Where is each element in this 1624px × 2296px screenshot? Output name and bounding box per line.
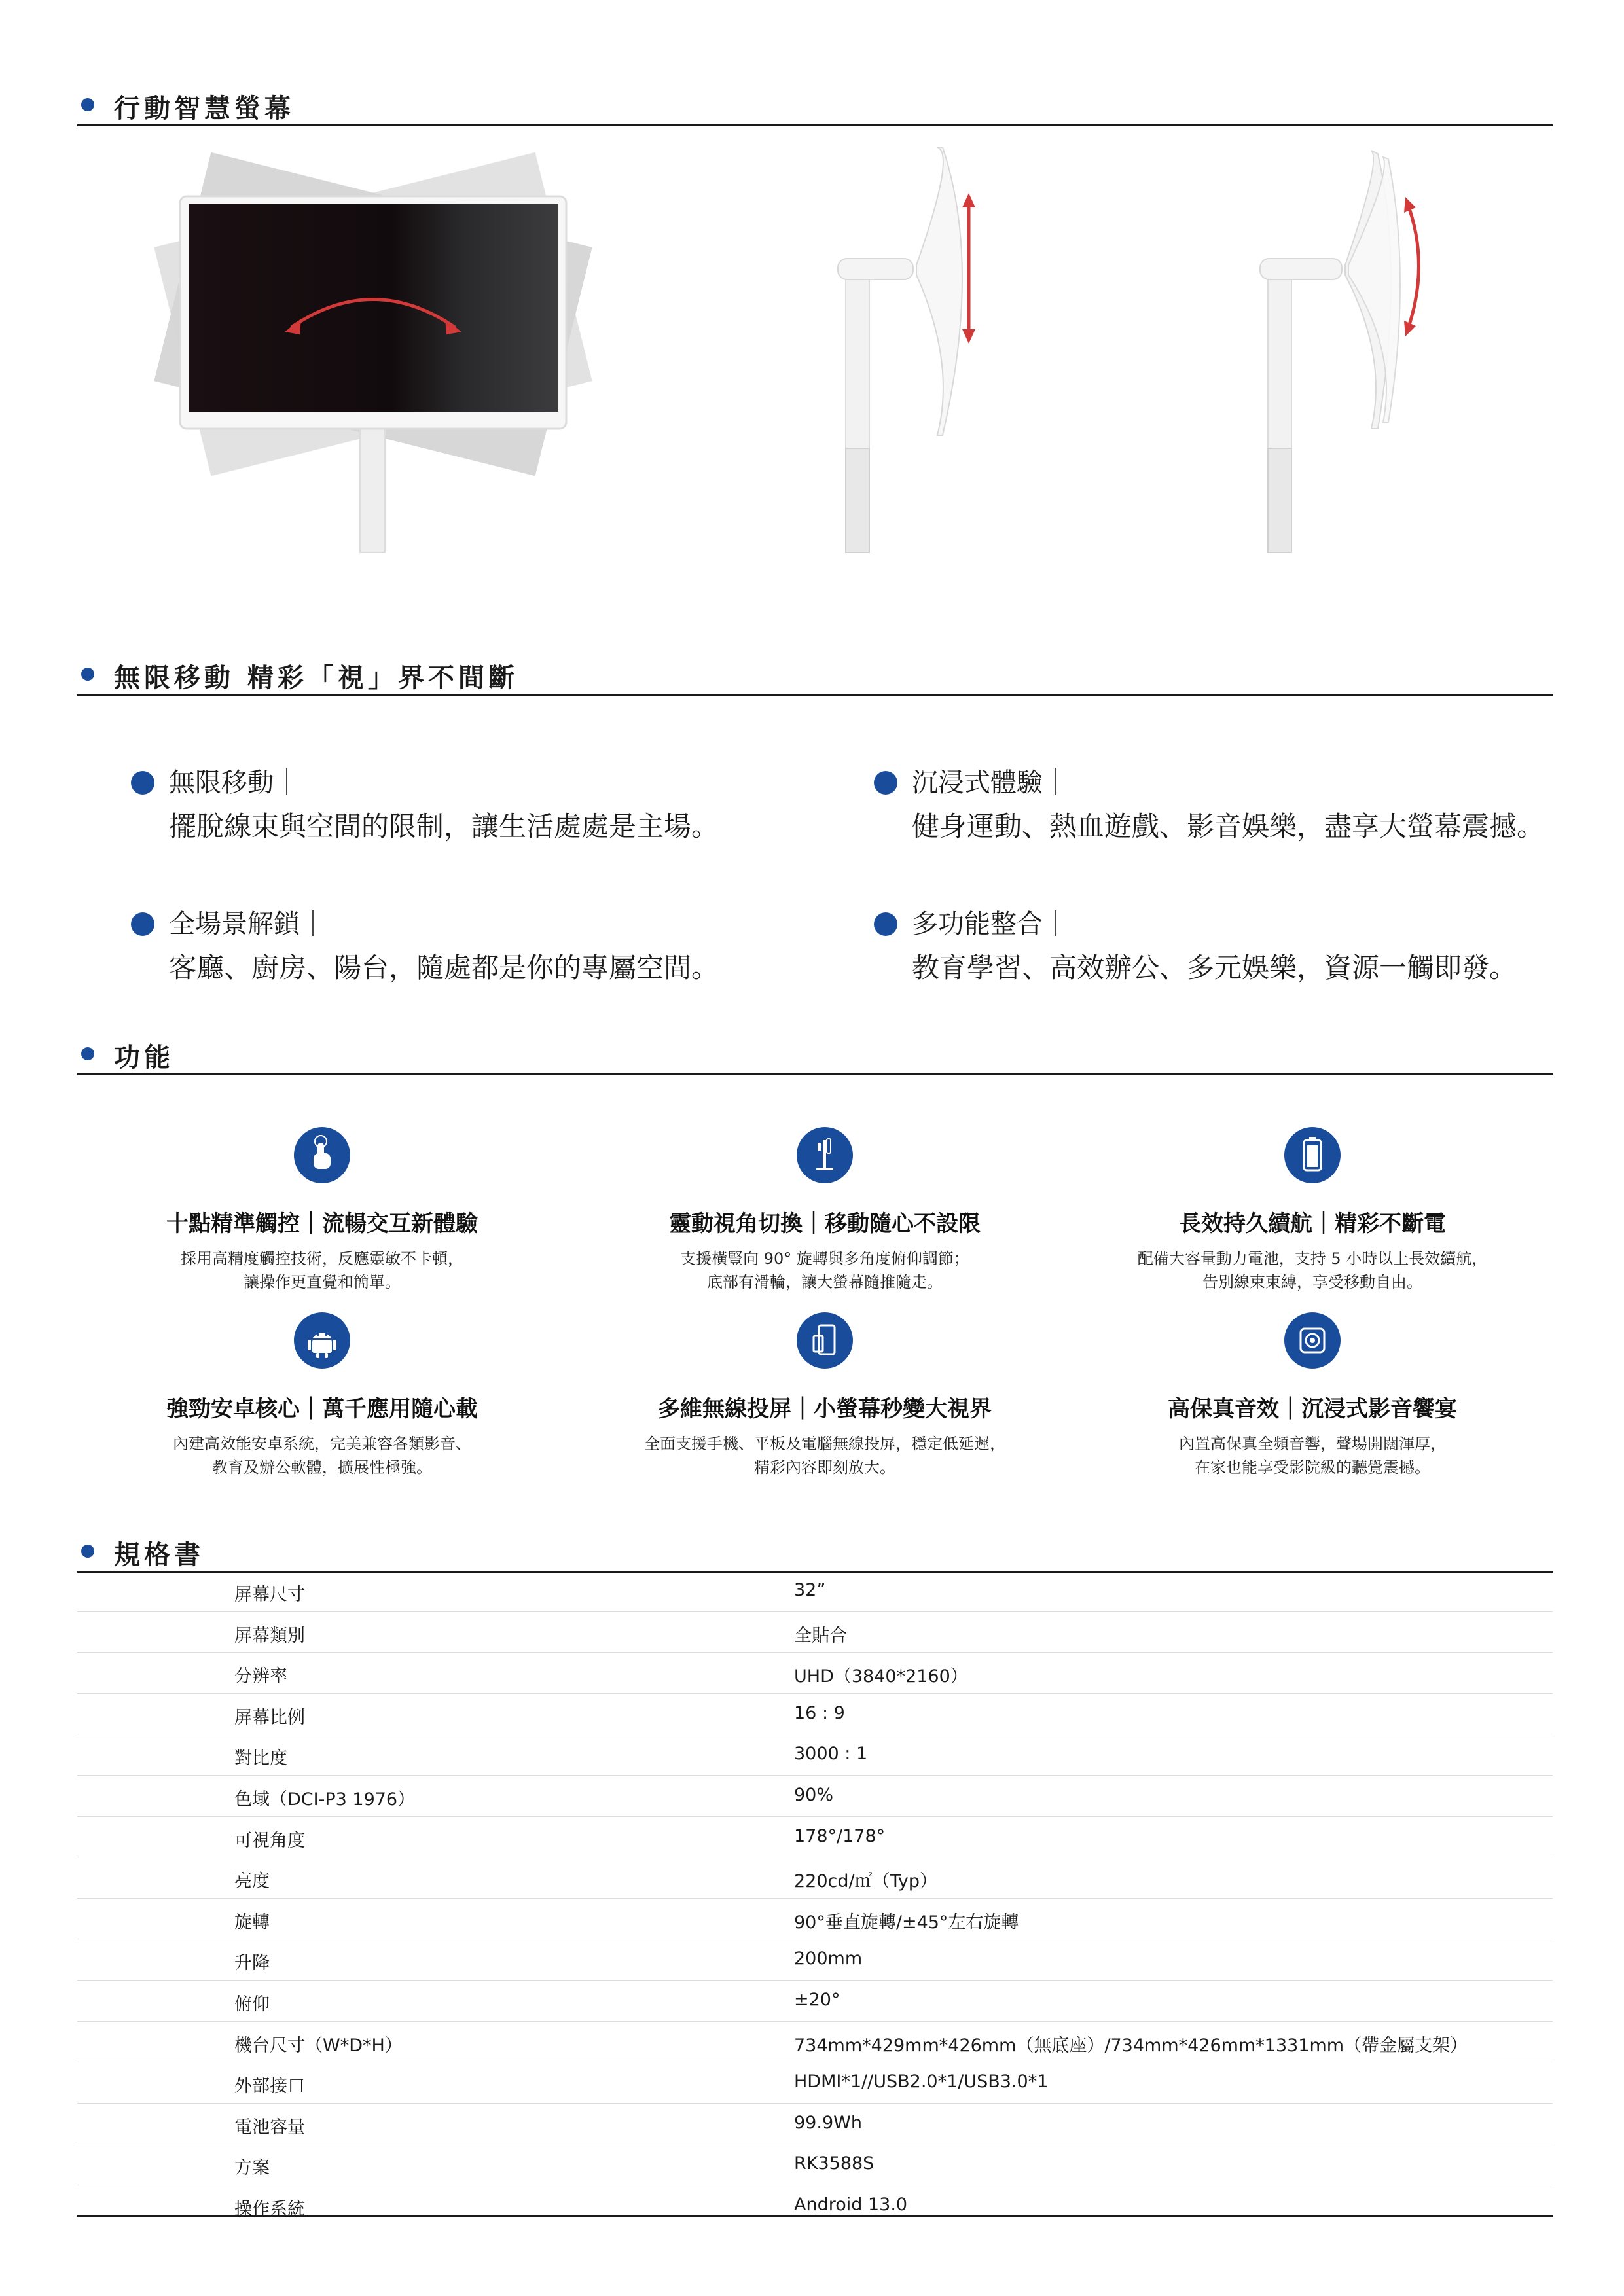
stand-icon	[797, 1127, 853, 1183]
spec-value: RK3588S	[794, 2153, 875, 2174]
spec-value: 90%	[794, 1784, 834, 1805]
function-card	[576, 1312, 1074, 1479]
feature-desc: 健身運動、熱血遊戲、影音娛樂，盡享大螢幕震撼。	[912, 810, 1545, 842]
spec-row	[77, 1981, 1553, 2022]
section-header-spec	[77, 1524, 1553, 1573]
spec-row	[77, 2104, 1553, 2145]
spec-key: 分辨率	[234, 1666, 287, 1687]
spec-value: 99.9Wh	[794, 2112, 862, 2133]
function-desc-line: 內置高保真全頻音響，聲場開闊渾厚，	[1179, 1435, 1446, 1453]
spec-value: 90°垂直旋轉/±45°左右旋轉	[794, 1912, 1019, 1933]
screen-rotation-illustration	[151, 147, 596, 553]
section-title: 無限移動 精彩「視」界不間斷	[114, 663, 518, 693]
function-desc-line: 底部有滑輪，讓大螢幕隨推隨走。	[707, 1273, 943, 1291]
spec-key: 方案	[234, 2158, 270, 2179]
spec-row	[77, 2022, 1553, 2063]
function-desc-line: 讓操作更直覺和簡單。	[244, 1273, 401, 1291]
spec-key: 電池容量	[234, 2117, 305, 2138]
speaker-icon	[1284, 1312, 1341, 1369]
spec-row	[77, 2185, 1553, 2226]
function-title: 高保真音效｜沉浸式影音饗宴	[1168, 1396, 1457, 1422]
spec-row	[77, 1653, 1553, 1694]
spec-value: HDMI*1//USB2.0*1/USB3.0*1	[794, 2072, 1049, 2092]
screencast-icon	[797, 1312, 853, 1369]
spec-row	[77, 1817, 1553, 1858]
feature-dot	[874, 912, 897, 936]
spec-row	[77, 1857, 1553, 1899]
function-desc-line: 教育及辦公軟體，擴展性極強。	[212, 1458, 432, 1477]
function-desc	[1064, 1247, 1561, 1294]
spec-value: 734mm*429mm*426mm（無底座）/734mm*426mm*1331mm（帶金屬支架）	[794, 2035, 1468, 2056]
function-desc-line: 內建高效能安卓系統，完美兼容各類影音、	[173, 1435, 471, 1453]
function-title: 十點精準觸控｜流暢交互新體驗	[166, 1211, 478, 1237]
function-title: 長效持久續航｜精彩不斷電	[1179, 1211, 1446, 1237]
spec-value: 3000 : 1	[794, 1744, 868, 1765]
spec-key: 屏幕尺寸	[234, 1585, 305, 1605]
feature-title: 沉浸式體驗｜	[912, 768, 1069, 798]
spec-key: 對比度	[234, 1748, 287, 1769]
spec-table-bottom-rule	[77, 2215, 1553, 2217]
spec-key: 可視角度	[234, 1830, 305, 1851]
function-desc	[73, 1432, 571, 1479]
section-title: 行動智慧螢幕	[114, 94, 295, 124]
feature-desc: 擺脫線束與空間的限制，讓生活處處是主場。	[169, 810, 719, 842]
bullet-dot	[81, 98, 94, 111]
function-desc-line: 支援橫豎向 90° 旋轉與多角度俯仰調節；	[680, 1249, 969, 1268]
function-desc-line: 精彩內容即刻放大。	[754, 1458, 895, 1477]
feature-title: 無限移動｜	[169, 768, 300, 798]
function-title: 多維無線投屏｜小螢幕秒變大視界	[658, 1396, 992, 1422]
height-adjust-illustration	[818, 147, 1015, 553]
function-desc-line: 採用高精度觸控技術，反應靈敏不卡頓，	[181, 1249, 463, 1268]
spec-key: 亮度	[234, 1871, 270, 1892]
function-desc	[1064, 1432, 1561, 1479]
tilt-adjust-illustration	[1240, 147, 1450, 553]
function-desc	[576, 1432, 1074, 1479]
feature-dot	[131, 771, 154, 795]
spec-value: 16 : 9	[794, 1702, 845, 1723]
spec-key: 屏幕比例	[234, 1707, 305, 1728]
spec-value: UHD（3840*2160）	[794, 1666, 968, 1687]
spec-key: 色域（DCI-P3 1976）	[234, 1789, 416, 1810]
spec-table	[77, 1571, 1553, 2226]
spec-row	[77, 1899, 1553, 1940]
section-header-product	[77, 77, 1553, 126]
spec-row	[77, 2144, 1553, 2185]
function-card	[73, 1127, 571, 1294]
feature-dot	[874, 771, 897, 795]
spec-key: 旋轉	[234, 1912, 270, 1933]
spec-row	[77, 1694, 1553, 1735]
spec-key: 屏幕類別	[234, 1625, 305, 1646]
function-desc-line: 告別線束束縛，享受移動自由。	[1202, 1273, 1422, 1291]
function-desc-line: 全面支援手機、平板及電腦無線投屏，穩定低延遲，	[644, 1435, 1005, 1453]
function-card	[576, 1127, 1074, 1294]
spec-row	[77, 1776, 1553, 1817]
spec-key: 操作系統	[234, 2198, 305, 2219]
function-title: 靈動視角切換｜移動隨心不設限	[669, 1211, 981, 1237]
bullet-dot	[81, 1545, 94, 1558]
spec-value: ±20°	[794, 1989, 840, 2010]
spec-value: 32”	[794, 1580, 826, 1600]
spec-row	[77, 1939, 1553, 1981]
spec-value: Android 13.0	[794, 2194, 908, 2215]
spec-key: 俯仰	[234, 1994, 270, 2015]
function-card	[1064, 1127, 1561, 1294]
section-header-mobility	[77, 647, 1553, 696]
spec-value: 178°/178°	[794, 1825, 886, 1846]
section-header-functions	[77, 1026, 1553, 1075]
spec-key: 外部接口	[234, 2076, 305, 2097]
spec-value: 全貼合	[794, 1625, 847, 1646]
section-title: 功能	[114, 1043, 174, 1073]
bullet-dot	[81, 668, 94, 681]
function-desc-line: 配備大容量動力電池，支持 5 小時以上長效續航，	[1137, 1249, 1488, 1268]
function-card	[73, 1312, 571, 1479]
spec-key: 升降	[234, 1953, 270, 1974]
spec-row	[77, 2062, 1553, 2104]
function-desc-line: 在家也能享受影院級的聽覺震撼。	[1195, 1458, 1430, 1477]
feature-title: 全場景解鎖｜	[169, 909, 326, 939]
function-desc	[576, 1247, 1074, 1294]
battery-icon	[1284, 1127, 1341, 1183]
feature-dot	[131, 912, 154, 936]
function-title: 強勁安卓核心｜萬千應用隨心載	[166, 1396, 478, 1422]
spec-row	[77, 1571, 1553, 1612]
spec-row	[77, 1734, 1553, 1776]
spec-value: 220cd/㎡（Typ）	[794, 1871, 938, 1892]
spec-value: 200mm	[794, 1948, 863, 1969]
function-desc	[73, 1247, 571, 1294]
touch-icon	[294, 1127, 350, 1183]
spec-key: 機台尺寸（W*D*H）	[234, 2035, 403, 2056]
spec-row	[77, 1612, 1553, 1653]
function-card	[1064, 1312, 1561, 1479]
feature-desc: 教育學習、高效辦公、多元娛樂，資源一觸即發。	[912, 952, 1517, 984]
bullet-dot	[81, 1047, 94, 1060]
feature-title: 多功能整合｜	[912, 909, 1069, 939]
android-icon	[294, 1312, 350, 1369]
feature-desc: 客廳、廚房、陽台，隨處都是你的專屬空間。	[169, 952, 719, 984]
section-title: 規格書	[114, 1540, 204, 1570]
